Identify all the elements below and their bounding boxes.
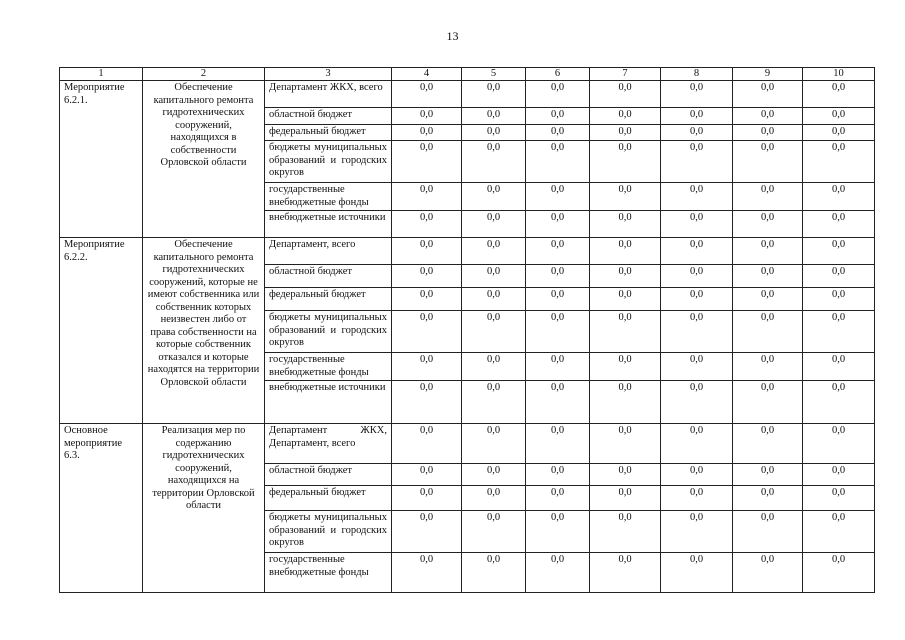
value-cell: 0,0 [803, 183, 875, 211]
value-cell: 0,0 [661, 238, 733, 265]
value-cell: 0,0 [392, 288, 462, 311]
value-cell: 0,0 [803, 81, 875, 108]
value-cell: 0,0 [462, 311, 526, 353]
funding-source-cell: федеральный бюджет [265, 486, 392, 511]
funding-source-cell: федеральный бюджет [265, 125, 392, 141]
value-cell: 0,0 [392, 238, 462, 265]
value-cell: 0,0 [526, 265, 590, 288]
table-row [60, 238, 875, 265]
funding-source-cell: бюджеты муниципальных образований и городских округов [265, 511, 392, 553]
value-cell: 0,0 [590, 381, 661, 424]
value-cell: 0,0 [803, 381, 875, 424]
value-cell: 0,0 [661, 211, 733, 238]
value-cell: 0,0 [803, 424, 875, 464]
table-row [60, 81, 875, 108]
column-header: 1 [60, 68, 143, 81]
value-cell: 0,0 [661, 141, 733, 183]
value-cell: 0,0 [661, 81, 733, 108]
event-code-cell: Основное мероприятие 6.3. [60, 424, 143, 593]
value-cell: 0,0 [462, 183, 526, 211]
value-cell: 0,0 [590, 141, 661, 183]
value-cell: 0,0 [462, 464, 526, 486]
value-cell: 0,0 [661, 553, 733, 593]
value-cell: 0,0 [392, 486, 462, 511]
value-cell: 0,0 [661, 424, 733, 464]
value-cell: 0,0 [526, 141, 590, 183]
value-cell: 0,0 [462, 381, 526, 424]
value-cell: 0,0 [392, 553, 462, 593]
value-cell: 0,0 [392, 125, 462, 141]
value-cell: 0,0 [661, 353, 733, 381]
value-cell: 0,0 [733, 381, 803, 424]
value-cell: 0,0 [392, 108, 462, 125]
value-cell: 0,0 [526, 183, 590, 211]
event-name-cell: Обеспечение капитального ремонта гидротехнических сооружений, которые не имеют собственника или собственник которых неизвестен либо от права собственности на которые собственник отказался и которые находятся на территории Орловской области [143, 238, 265, 424]
column-header: 2 [143, 68, 265, 81]
page-number: 13 [446, 29, 459, 43]
value-cell: 0,0 [733, 265, 803, 288]
budget-table [59, 67, 875, 593]
value-cell: 0,0 [803, 311, 875, 353]
value-cell: 0,0 [733, 288, 803, 311]
value-cell: 0,0 [590, 311, 661, 353]
value-cell: 0,0 [392, 353, 462, 381]
value-cell: 0,0 [590, 553, 661, 593]
value-cell: 0,0 [590, 353, 661, 381]
funding-source-cell: внебюджетные источники [265, 381, 392, 424]
funding-source-cell: бюджеты муниципальных образований и городских округов [265, 311, 392, 353]
value-cell: 0,0 [526, 381, 590, 424]
value-cell: 0,0 [661, 265, 733, 288]
value-cell: 0,0 [803, 265, 875, 288]
value-cell: 0,0 [733, 141, 803, 183]
value-cell: 0,0 [462, 265, 526, 288]
funding-source-cell: Департамент ЖКХ, всего [265, 81, 392, 108]
value-cell: 0,0 [733, 486, 803, 511]
value-cell: 0,0 [803, 211, 875, 238]
value-cell: 0,0 [526, 553, 590, 593]
value-cell: 0,0 [803, 486, 875, 511]
value-cell: 0,0 [661, 108, 733, 125]
value-cell: 0,0 [392, 311, 462, 353]
value-cell: 0,0 [590, 108, 661, 125]
value-cell: 0,0 [661, 511, 733, 553]
funding-source-cell: государственные внебюджетные фонды [265, 353, 392, 381]
value-cell: 0,0 [590, 464, 661, 486]
header-row [60, 68, 875, 81]
value-cell: 0,0 [590, 511, 661, 553]
value-cell: 0,0 [526, 211, 590, 238]
value-cell: 0,0 [590, 183, 661, 211]
value-cell: 0,0 [590, 238, 661, 265]
value-cell: 0,0 [526, 288, 590, 311]
value-cell: 0,0 [803, 141, 875, 183]
value-cell: 0,0 [661, 486, 733, 511]
event-name-cell: Обеспечение капитального ремонта гидротехнических сооружений, находящихся в собственности Орловской области [143, 81, 265, 238]
value-cell: 0,0 [661, 464, 733, 486]
column-header: 3 [265, 68, 392, 81]
value-cell: 0,0 [462, 511, 526, 553]
value-cell: 0,0 [526, 464, 590, 486]
value-cell: 0,0 [733, 125, 803, 141]
value-cell: 0,0 [392, 464, 462, 486]
value-cell: 0,0 [462, 486, 526, 511]
value-cell: 0,0 [803, 353, 875, 381]
value-cell: 0,0 [392, 511, 462, 553]
value-cell: 0,0 [590, 288, 661, 311]
value-cell: 0,0 [803, 238, 875, 265]
column-header: 6 [526, 68, 590, 81]
column-header: 8 [661, 68, 733, 81]
value-cell: 0,0 [462, 424, 526, 464]
value-cell: 0,0 [803, 108, 875, 125]
funding-source-cell: государственные внебюджетные фонды [265, 553, 392, 593]
value-cell: 0,0 [392, 381, 462, 424]
value-cell: 0,0 [590, 265, 661, 288]
value-cell: 0,0 [392, 141, 462, 183]
value-cell: 0,0 [661, 288, 733, 311]
value-cell: 0,0 [803, 288, 875, 311]
value-cell: 0,0 [462, 141, 526, 183]
value-cell: 0,0 [392, 424, 462, 464]
value-cell: 0,0 [733, 511, 803, 553]
value-cell: 0,0 [526, 108, 590, 125]
column-header: 7 [590, 68, 661, 81]
value-cell: 0,0 [392, 81, 462, 108]
value-cell: 0,0 [526, 486, 590, 511]
value-cell: 0,0 [661, 125, 733, 141]
value-cell: 0,0 [462, 238, 526, 265]
value-cell: 0,0 [462, 108, 526, 125]
value-cell: 0,0 [462, 288, 526, 311]
value-cell: 0,0 [392, 265, 462, 288]
value-cell: 0,0 [803, 464, 875, 486]
value-cell: 0,0 [733, 464, 803, 486]
value-cell: 0,0 [803, 125, 875, 141]
column-header: 9 [733, 68, 803, 81]
funding-source-cell: Департамент ЖКХ, Департамент, всего [265, 424, 392, 464]
value-cell: 0,0 [526, 353, 590, 381]
value-cell: 0,0 [526, 511, 590, 553]
event-name-cell: Реализация мер по содержанию гидротехнических сооружений, находящихся на территории Орловской области [143, 424, 265, 593]
value-cell: 0,0 [462, 81, 526, 108]
table-row [60, 424, 875, 464]
value-cell: 0,0 [733, 238, 803, 265]
value-cell: 0,0 [462, 125, 526, 141]
value-cell: 0,0 [462, 553, 526, 593]
value-cell: 0,0 [526, 81, 590, 108]
value-cell: 0,0 [803, 511, 875, 553]
value-cell: 0,0 [733, 311, 803, 353]
value-cell: 0,0 [590, 125, 661, 141]
value-cell: 0,0 [733, 108, 803, 125]
value-cell: 0,0 [661, 183, 733, 211]
value-cell: 0,0 [733, 183, 803, 211]
column-header: 5 [462, 68, 526, 81]
value-cell: 0,0 [462, 353, 526, 381]
column-header: 4 [392, 68, 462, 81]
event-code-cell: Мероприятие 6.2.1. [60, 81, 143, 238]
value-cell: 0,0 [803, 553, 875, 593]
funding-source-cell: федеральный бюджет [265, 288, 392, 311]
value-cell: 0,0 [590, 211, 661, 238]
value-cell: 0,0 [661, 311, 733, 353]
value-cell: 0,0 [590, 81, 661, 108]
value-cell: 0,0 [733, 81, 803, 108]
value-cell: 0,0 [733, 211, 803, 238]
column-header: 10 [803, 68, 875, 81]
value-cell: 0,0 [392, 183, 462, 211]
value-cell: 0,0 [590, 424, 661, 464]
event-code-cell: Мероприятие 6.2.2. [60, 238, 143, 424]
value-cell: 0,0 [733, 424, 803, 464]
value-cell: 0,0 [590, 486, 661, 511]
funding-source-cell: внебюджетные источники [265, 211, 392, 238]
funding-source-cell: областной бюджет [265, 108, 392, 125]
value-cell: 0,0 [733, 353, 803, 381]
value-cell: 0,0 [526, 424, 590, 464]
funding-source-cell: Департамент, всего [265, 238, 392, 265]
value-cell: 0,0 [526, 238, 590, 265]
value-cell: 0,0 [462, 211, 526, 238]
funding-source-cell: государственные внебюджетные фонды [265, 183, 392, 211]
value-cell: 0,0 [526, 125, 590, 141]
value-cell: 0,0 [526, 311, 590, 353]
funding-source-cell: областной бюджет [265, 464, 392, 486]
value-cell: 0,0 [392, 211, 462, 238]
funding-source-cell: бюджеты муниципальных образований и городских округов [265, 141, 392, 183]
value-cell: 0,0 [661, 381, 733, 424]
funding-source-cell: областной бюджет [265, 265, 392, 288]
value-cell: 0,0 [733, 553, 803, 593]
